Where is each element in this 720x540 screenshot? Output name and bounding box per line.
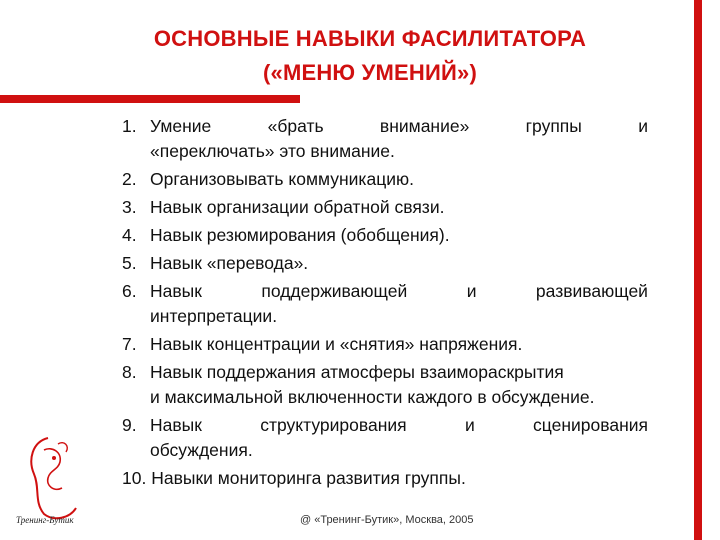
item-number: 5. <box>122 253 137 273</box>
item-line-2: и максимальной включенности каждого в обсуждение. <box>150 387 595 407</box>
item-text: Навыки мониторинга развития группы. <box>151 468 466 488</box>
top-red-accent <box>694 0 702 14</box>
item-number: 3. <box>122 197 137 217</box>
item-line-1: Навык поддержания атмосферы взаимораскрытия <box>150 362 564 382</box>
item-number: 8. <box>122 362 137 382</box>
brand-logo <box>14 430 114 530</box>
word: поддерживающей <box>261 281 408 301</box>
item-text: Организовывать коммуникацию. <box>150 169 414 189</box>
item-number: 6. <box>122 281 137 301</box>
word: сценирования <box>533 415 648 435</box>
list-item <box>122 114 648 164</box>
logo-caption: Тренинг-Бутик <box>16 515 74 525</box>
item-number: 7. <box>122 334 137 354</box>
item-text: Навык «перевода». <box>150 253 309 273</box>
word: группы <box>525 116 582 136</box>
list-item <box>122 279 648 329</box>
word: Умение <box>150 116 212 136</box>
item-line-1 <box>150 114 648 139</box>
item-text: Навык резюмирования (обобщения). <box>150 225 450 245</box>
list-item <box>122 332 648 357</box>
word: внимание» <box>379 116 470 136</box>
word: развивающей <box>535 281 648 301</box>
right-red-border <box>694 14 702 540</box>
list-item <box>122 195 648 220</box>
item-number: 4. <box>122 225 137 245</box>
item-number: 9. <box>122 415 137 435</box>
item-line-2: обсуждения. <box>150 440 253 460</box>
item-number: 1. <box>122 116 137 136</box>
word: Навык <box>150 415 202 435</box>
item-line-1 <box>150 279 648 304</box>
item-line-1 <box>150 413 648 438</box>
list-item <box>122 360 648 410</box>
word: и <box>466 281 477 301</box>
list-item <box>122 223 648 248</box>
list-item <box>122 251 648 276</box>
list-item <box>122 466 648 491</box>
item-number: 10. <box>122 468 147 488</box>
item-line-2: интерпретации. <box>150 306 278 326</box>
title-underline <box>0 95 300 103</box>
word: и <box>464 415 475 435</box>
item-text: Навык организации обратной связи. <box>150 197 445 217</box>
title-line-1: ОСНОВНЫЕ НАВЫКИ ФАСИЛИТАТОРА <box>153 26 587 51</box>
word: «брать <box>267 116 324 136</box>
item-text: Навык концентрации и «снятия» напряжения. <box>150 334 523 354</box>
item-line-2: «переключать» это внимание. <box>150 141 395 161</box>
footer-copyright: @ «Тренинг-Бутик», Москва, 2005 <box>300 514 474 526</box>
page-title <box>90 22 650 90</box>
list-item <box>122 167 648 192</box>
word: и <box>638 116 648 136</box>
item-number: 2. <box>122 169 137 189</box>
list-item <box>122 413 648 463</box>
word: Навык <box>150 281 202 301</box>
word: структурирования <box>260 415 407 435</box>
title-line-2: («МЕНЮ УМЕНИЙ») <box>262 60 477 85</box>
skills-list <box>122 114 648 494</box>
